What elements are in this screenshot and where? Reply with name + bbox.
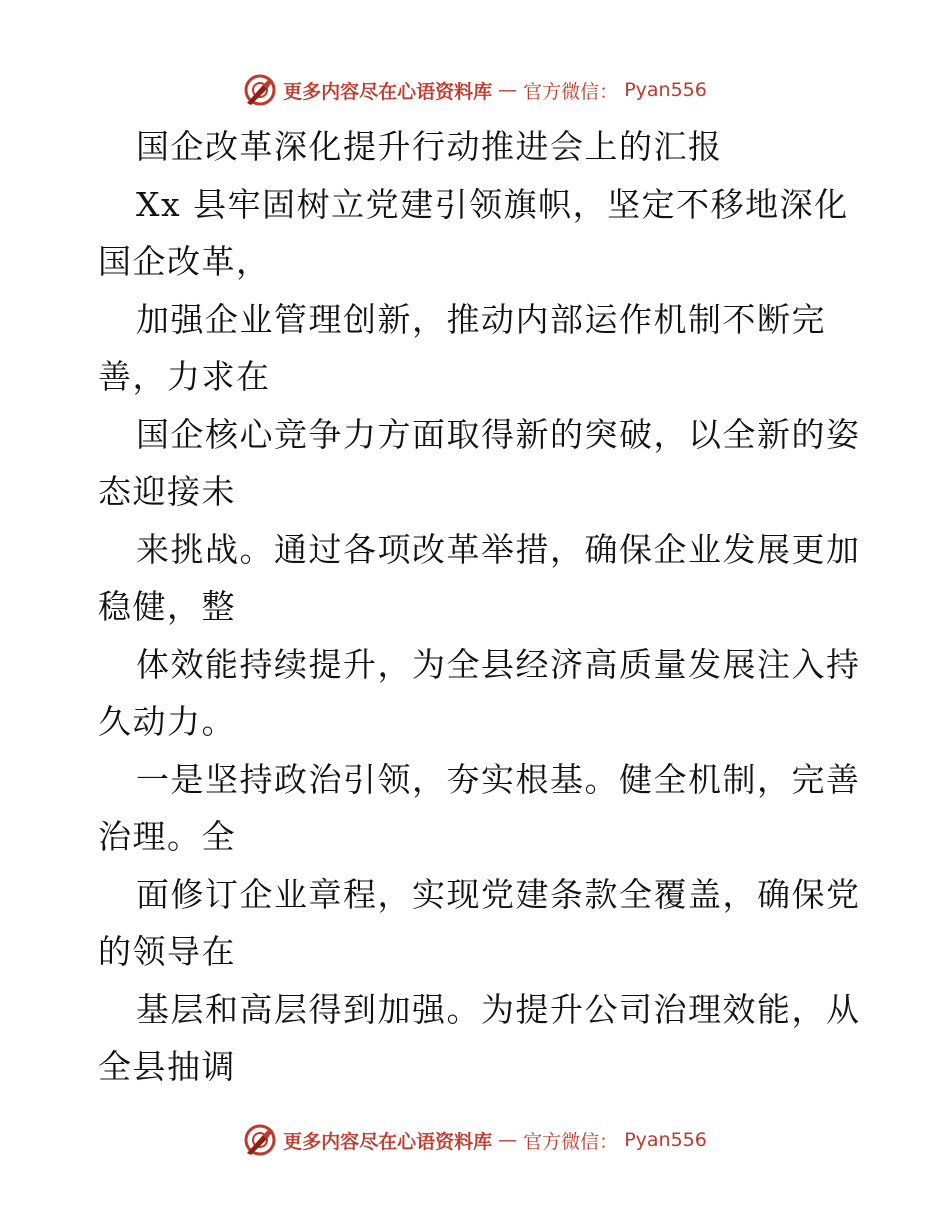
document-body bbox=[98, 118, 861, 1096]
footer-watermark-banner bbox=[0, 1120, 950, 1160]
document-title: 国企改革深化提升行动推进会上的汇报 bbox=[136, 127, 723, 166]
banner-separator: — bbox=[498, 1129, 518, 1151]
text-line: 善，力求在 bbox=[98, 357, 271, 396]
text-line: 全县抽调 bbox=[98, 1047, 236, 1086]
brand-name: 更多内容尽在心语资料库 bbox=[283, 1130, 493, 1153]
contact-label: 官方微信： bbox=[523, 80, 619, 103]
contact-label: 官方微信： bbox=[523, 1130, 619, 1153]
text-line: 基层和高层得到加强。为提升公司治理效能，从 bbox=[136, 989, 861, 1029]
text-line: 态迎接未 bbox=[98, 472, 236, 511]
text-line: 久动力。 bbox=[98, 702, 236, 741]
text-line: 加强企业管理创新，推动内部运作机制不断完 bbox=[136, 299, 826, 339]
contact-id: Pyan556 bbox=[624, 1129, 707, 1151]
pen-logo-icon bbox=[243, 73, 277, 107]
text-line: 稳健，整 bbox=[98, 587, 236, 626]
pen-logo-icon bbox=[243, 1123, 277, 1157]
text-line: 一是坚持政治引领，夯实根基。健全机制，完善 bbox=[136, 759, 861, 799]
header-watermark-banner bbox=[0, 70, 950, 110]
text-line: 体效能持续提升，为全县经济高质量发展注入持 bbox=[136, 644, 861, 684]
contact-id: Pyan556 bbox=[624, 79, 707, 101]
text-line: 来挑战。通过各项改革举措，确保企业发展更加 bbox=[136, 529, 861, 569]
text-line: 面修订企业章程，实现党建条款全覆盖，确保党 bbox=[136, 874, 861, 914]
banner-separator: — bbox=[498, 79, 518, 101]
text-line: 的领导在 bbox=[98, 932, 236, 971]
text-line: 国企核心竞争力方面取得新的突破，以全新的姿 bbox=[136, 414, 861, 454]
text-line: 治理。全 bbox=[98, 817, 236, 856]
text-line: Xx 县牢固树立党建引领旗帜，坚定不移地深化 bbox=[136, 184, 849, 224]
brand-name: 更多内容尽在心语资料库 bbox=[283, 80, 493, 103]
text-line: 国企改革， bbox=[98, 242, 271, 281]
